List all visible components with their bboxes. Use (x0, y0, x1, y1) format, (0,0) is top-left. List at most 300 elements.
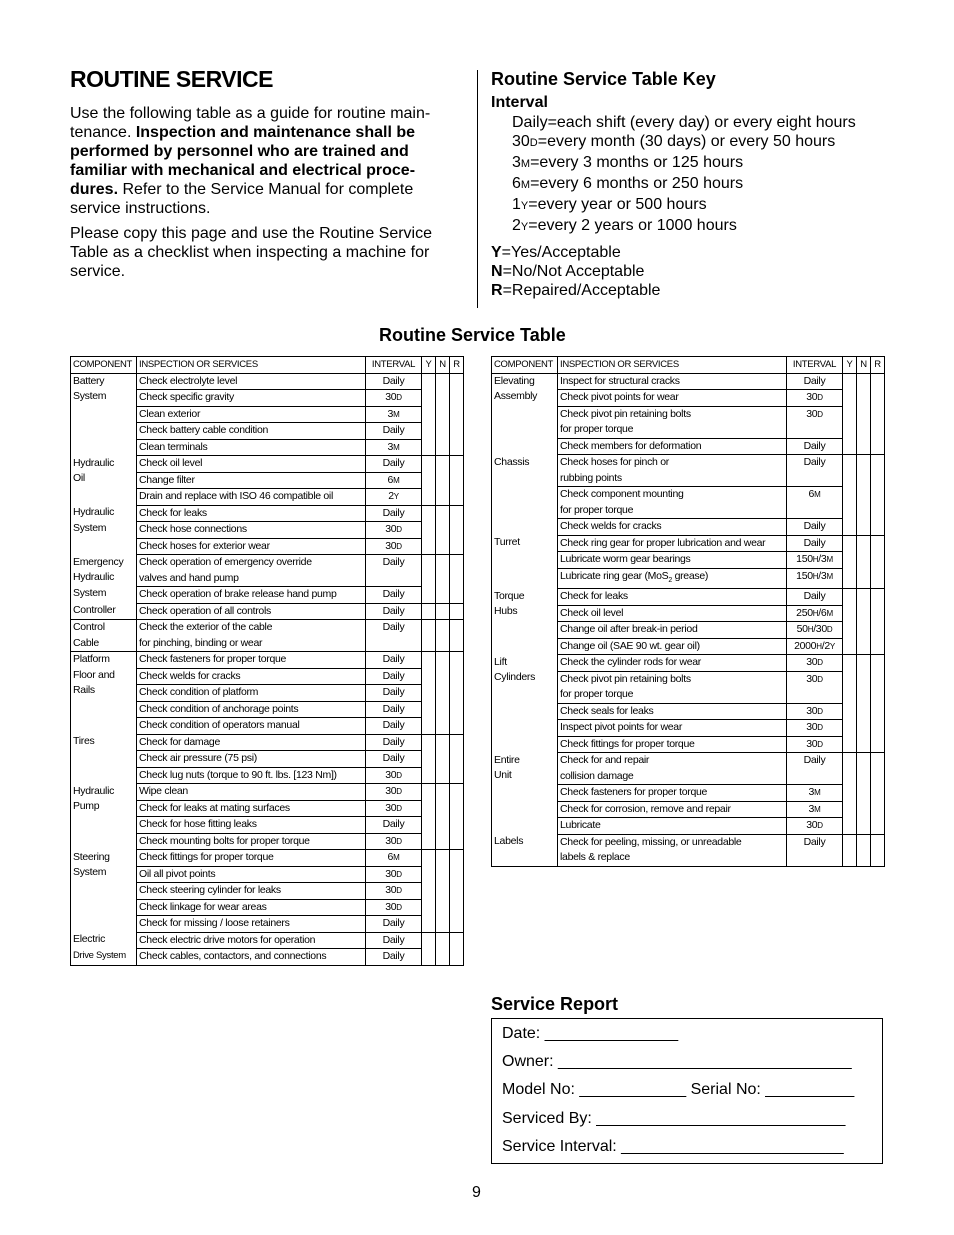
inspection-cell: Check seals for leaks (558, 703, 787, 720)
check-cell-y[interactable] (422, 916, 436, 933)
service-interval-field[interactable]: Service Interval: _________________________ (502, 1138, 844, 1155)
inspection-cell: Check electrolyte level (137, 373, 366, 390)
check-cell-y[interactable] (843, 736, 857, 753)
check-cell-y[interactable] (422, 734, 436, 751)
check-cell-y[interactable] (843, 655, 857, 672)
check-cell-n[interactable] (436, 505, 450, 522)
check-cell-r[interactable] (450, 505, 464, 522)
check-cell-y[interactable] (843, 455, 857, 487)
check-cell-y[interactable] (843, 785, 857, 802)
check-cell-r[interactable] (871, 801, 885, 818)
interval-cell: Daily (366, 587, 422, 604)
interval-cell: 30D (787, 703, 843, 720)
check-cell-y[interactable] (843, 818, 857, 835)
check-cell-n[interactable] (436, 555, 450, 587)
component-cell: Elevating Assembly (494, 374, 538, 402)
check-cell-y[interactable] (422, 701, 436, 718)
interval-cell: Daily (787, 535, 843, 552)
check-cell-n[interactable] (857, 568, 871, 589)
inspection-cell: Check operation of emergency override valves and hand pump (137, 555, 366, 587)
check-cell-r[interactable] (871, 703, 885, 720)
check-cell-y[interactable] (422, 685, 436, 702)
table-row (71, 734, 464, 751)
check-cell-n[interactable] (436, 751, 450, 768)
check-cell-n[interactable] (436, 472, 450, 489)
check-cell-n[interactable] (436, 439, 450, 456)
check-cell-y[interactable] (422, 883, 436, 900)
component-cell: Battery System (73, 374, 107, 402)
check-cell-r[interactable] (450, 373, 464, 390)
serviced-by-field[interactable]: Serviced By: ____________________________ (502, 1110, 846, 1127)
inspection-cell: Check for and repair collision damage (558, 753, 787, 785)
check-cell-r[interactable] (450, 439, 464, 456)
check-cell-y[interactable] (843, 373, 857, 390)
inspection-cell: Check for damage (137, 734, 366, 751)
header-y: Y (422, 357, 436, 374)
component-cell: Electric Drive System (73, 933, 126, 961)
check-cell-r[interactable] (871, 753, 885, 785)
check-cell-n[interactable] (857, 703, 871, 720)
check-cell-y[interactable] (422, 620, 436, 652)
interval-cell: 30D (366, 800, 422, 817)
check-cell-r[interactable] (450, 538, 464, 555)
inspection-cell: Check hoses for pinch or rubbing points (558, 455, 787, 487)
inspection-cell: Check operation of all controls (137, 603, 366, 620)
check-cell-r[interactable] (871, 455, 885, 487)
check-cell-n[interactable] (436, 883, 450, 900)
check-cell-r[interactable] (450, 718, 464, 735)
check-cell-y[interactable] (843, 519, 857, 536)
check-cell-n[interactable] (857, 455, 871, 487)
check-cell-y[interactable] (843, 589, 857, 606)
check-cell-r[interactable] (450, 866, 464, 883)
interval-cell: 150H/3M (787, 552, 843, 569)
check-cell-y[interactable] (422, 587, 436, 604)
check-cell-n[interactable] (857, 373, 871, 390)
check-cell-r[interactable] (450, 603, 464, 620)
check-cell-n[interactable] (436, 456, 450, 473)
interval-cell: 30D (787, 818, 843, 835)
page-title: ROUTINE SERVICE (70, 66, 273, 92)
check-cell-r[interactable] (871, 390, 885, 407)
interval-cell: 30D (787, 655, 843, 672)
check-cell-n[interactable] (436, 685, 450, 702)
interval-cell: Daily (787, 373, 843, 390)
interval-cell: Daily (366, 685, 422, 702)
inspection-cell: Check for corrosion, remove and repair (558, 801, 787, 818)
inspection-cell: Check pivot pin retaining bolts for proper torque (558, 671, 787, 703)
interval-definition: Daily=each shift (every day) or every eight hours (512, 114, 856, 131)
check-cell-n[interactable] (436, 390, 450, 407)
inspection-cell: Check specific gravity (137, 390, 366, 407)
check-cell-n[interactable] (857, 605, 871, 622)
check-cell-n[interactable] (436, 850, 450, 867)
interval-cell: 30D (366, 784, 422, 801)
check-cell-n[interactable] (857, 638, 871, 655)
check-cell-y[interactable] (843, 834, 857, 866)
component-cell: Tires (73, 735, 95, 747)
check-cell-y[interactable] (422, 850, 436, 867)
check-cell-n[interactable] (857, 818, 871, 835)
table-row (492, 535, 885, 552)
table-row (71, 620, 464, 652)
interval-cell: 6M (366, 472, 422, 489)
check-cell-y[interactable] (843, 605, 857, 622)
check-cell-r[interactable] (450, 390, 464, 407)
check-cell-n[interactable] (857, 736, 871, 753)
interval-cell: 30D (787, 406, 843, 438)
check-cell-r[interactable] (871, 638, 885, 655)
check-cell-n[interactable] (436, 899, 450, 916)
interval-cell: 30D (787, 736, 843, 753)
check-cell-y[interactable] (422, 866, 436, 883)
inspection-cell: Check hose connections (137, 522, 366, 539)
check-cell-y[interactable] (843, 703, 857, 720)
owner-field[interactable]: Owner: _________________________________ (502, 1053, 852, 1070)
check-cell-y[interactable] (422, 652, 436, 669)
interval-cell: 2Y (366, 489, 422, 506)
check-cell-r[interactable] (871, 373, 885, 390)
interval-cell: Daily (787, 589, 843, 606)
check-cell-n[interactable] (436, 784, 450, 801)
check-cell-y[interactable] (422, 833, 436, 850)
check-cell-y[interactable] (843, 535, 857, 552)
check-cell-n[interactable] (857, 552, 871, 569)
check-cell-r[interactable] (450, 489, 464, 506)
check-cell-n[interactable] (857, 655, 871, 672)
check-cell-r[interactable] (450, 932, 464, 949)
check-cell-n[interactable] (436, 800, 450, 817)
inspection-cell: Oil all pivot points (137, 866, 366, 883)
check-cell-y[interactable] (843, 552, 857, 569)
check-cell-n[interactable] (436, 668, 450, 685)
table-row (71, 505, 464, 522)
table-row (71, 456, 464, 473)
inspection-cell: Clean terminals (137, 439, 366, 456)
interval-cell: 30D (366, 522, 422, 539)
inspection-cell: Check for peeling, missing, or unreadable labels & replace (558, 834, 787, 866)
interval-label: Interval (491, 94, 548, 111)
check-cell-n[interactable] (857, 622, 871, 639)
check-cell-r[interactable] (871, 736, 885, 753)
check-cell-n[interactable] (857, 487, 871, 519)
inspection-cell: Check the cylinder rods for wear (558, 655, 787, 672)
check-cell-r[interactable] (871, 568, 885, 589)
check-cell-y[interactable] (843, 487, 857, 519)
check-cell-r[interactable] (450, 916, 464, 933)
check-cell-r[interactable] (450, 883, 464, 900)
check-cell-r[interactable] (871, 406, 885, 438)
inspection-cell: Check hoses for exterior wear (137, 538, 366, 555)
header-r: R (450, 357, 464, 374)
table-row (492, 589, 885, 606)
check-cell-n[interactable] (436, 718, 450, 735)
check-cell-n[interactable] (436, 587, 450, 604)
check-cell-n[interactable] (857, 753, 871, 785)
interval-cell: 3M (366, 406, 422, 423)
check-cell-n[interactable] (436, 833, 450, 850)
result-definition: R=Repaired/Acceptable (491, 282, 661, 299)
check-cell-r[interactable] (871, 622, 885, 639)
check-cell-r[interactable] (450, 472, 464, 489)
table-row (71, 603, 464, 620)
interval-cell: 250H/6M (787, 605, 843, 622)
header-n: N (857, 357, 871, 374)
check-cell-y[interactable] (422, 668, 436, 685)
check-cell-r[interactable] (871, 487, 885, 519)
check-cell-y[interactable] (843, 801, 857, 818)
check-cell-r[interactable] (450, 620, 464, 652)
inspection-cell: Lubricate ring gear (MoS$_2$ grease) (558, 568, 787, 589)
check-cell-n[interactable] (436, 522, 450, 539)
inspection-cell: Check for hose fitting leaks (137, 817, 366, 834)
interval-cell: 6M (787, 487, 843, 519)
check-cell-r[interactable] (871, 655, 885, 672)
check-cell-r[interactable] (450, 587, 464, 604)
check-cell-r[interactable] (450, 701, 464, 718)
check-cell-r[interactable] (450, 734, 464, 751)
check-cell-r[interactable] (871, 519, 885, 536)
check-cell-r[interactable] (450, 555, 464, 587)
check-cell-n[interactable] (436, 423, 450, 440)
inspection-cell: Check for leaks (558, 589, 787, 606)
check-cell-n[interactable] (436, 916, 450, 933)
check-cell-y[interactable] (422, 603, 436, 620)
check-cell-y[interactable] (422, 899, 436, 916)
component-cell: Steering System (73, 850, 110, 878)
check-cell-y[interactable] (422, 456, 436, 473)
check-cell-y[interactable] (843, 406, 857, 438)
check-cell-n[interactable] (857, 589, 871, 606)
check-cell-y[interactable] (422, 932, 436, 949)
check-cell-r[interactable] (871, 818, 885, 835)
inspection-cell: Check mounting bolts for proper torque (137, 833, 366, 850)
interval-list (491, 113, 891, 237)
check-cell-r[interactable] (871, 785, 885, 802)
inspection-cell: Check condition of operators manual (137, 718, 366, 735)
interval-cell: Daily (366, 949, 422, 966)
check-cell-y[interactable] (843, 671, 857, 703)
check-cell-r[interactable] (871, 605, 885, 622)
check-cell-y[interactable] (843, 753, 857, 785)
inspection-cell: Inspect pivot points for wear (558, 720, 787, 737)
check-cell-n[interactable] (436, 701, 450, 718)
result-definition: Y=Yes/Acceptable (491, 244, 621, 261)
check-cell-n[interactable] (436, 620, 450, 652)
intro-text (70, 104, 460, 287)
inspection-cell: Inspect for structural cracks (558, 373, 787, 390)
interval-cell: Daily (366, 652, 422, 669)
check-cell-y[interactable] (843, 438, 857, 455)
check-cell-n[interactable] (857, 438, 871, 455)
check-cell-r[interactable] (871, 535, 885, 552)
check-cell-n[interactable] (857, 785, 871, 802)
check-cell-r[interactable] (450, 406, 464, 423)
inspection-cell: Check air pressure (75 psi) (137, 751, 366, 768)
check-cell-r[interactable] (450, 833, 464, 850)
component-cell: Hydraulic System (73, 506, 115, 534)
check-cell-y[interactable] (422, 817, 436, 834)
check-cell-n[interactable] (436, 949, 450, 966)
check-cell-n[interactable] (857, 671, 871, 703)
check-cell-y[interactable] (422, 406, 436, 423)
check-cell-y[interactable] (422, 784, 436, 801)
interval-cell: Daily (366, 423, 422, 440)
interval-cell: 30D (366, 883, 422, 900)
table-row (492, 655, 885, 672)
table-row (71, 784, 464, 801)
check-cell-r[interactable] (450, 767, 464, 784)
interval-cell: Daily (366, 916, 422, 933)
check-cell-r[interactable] (871, 552, 885, 569)
interval-cell: Daily (787, 455, 843, 487)
check-cell-r[interactable] (871, 834, 885, 866)
check-cell-n[interactable] (436, 538, 450, 555)
interval-cell: 30D (787, 390, 843, 407)
interval-definition: 1Y=every year or 500 hours (512, 196, 707, 213)
inspection-cell: Check oil level (137, 456, 366, 473)
model-serial-field[interactable]: Model No: ____________ Serial No: __________ (502, 1081, 855, 1098)
check-cell-y[interactable] (422, 505, 436, 522)
check-cell-r[interactable] (450, 800, 464, 817)
table-row (71, 652, 464, 669)
check-cell-y[interactable] (422, 718, 436, 735)
check-cell-y[interactable] (422, 522, 436, 539)
check-cell-y[interactable] (843, 622, 857, 639)
check-cell-n[interactable] (857, 406, 871, 438)
interval-cell: Daily (787, 834, 843, 866)
check-cell-r[interactable] (871, 720, 885, 737)
inspection-cell: Check ring gear for proper lubrication and wear (558, 535, 787, 552)
check-cell-r[interactable] (450, 850, 464, 867)
check-cell-n[interactable] (436, 932, 450, 949)
interval-cell: 6M (366, 850, 422, 867)
check-cell-y[interactable] (843, 638, 857, 655)
check-cell-r[interactable] (450, 522, 464, 539)
check-cell-y[interactable] (422, 390, 436, 407)
check-cell-r[interactable] (871, 438, 885, 455)
interval-cell: 30D (366, 866, 422, 883)
inspection-cell: Change oil (SAE 90 wt. gear oil) (558, 638, 787, 655)
service-table-right (491, 356, 885, 867)
check-cell-y[interactable] (843, 720, 857, 737)
check-cell-y[interactable] (422, 472, 436, 489)
check-cell-n[interactable] (857, 801, 871, 818)
interval-cell: 3M (366, 439, 422, 456)
table-row (71, 932, 464, 949)
check-cell-y[interactable] (422, 555, 436, 587)
check-cell-y[interactable] (422, 439, 436, 456)
intro-paragraph-1: Use the following table as a guide for routine main-tenance. Inspection and maintenance shall be performed by personnel who are trained and familiar with mechanical and electrical proce-dures. Refer to the Service Manual for complete service instructions. (70, 105, 431, 217)
check-cell-y[interactable] (422, 489, 436, 506)
check-cell-y[interactable] (422, 949, 436, 966)
column-divider (477, 70, 478, 308)
header-interval: INTERVAL (366, 357, 422, 374)
inspection-cell: Check electric drive motors for operation (137, 932, 366, 949)
check-cell-n[interactable] (436, 489, 450, 506)
result-definition: N=No/Not Acceptable (491, 263, 645, 280)
service-table-left (70, 356, 464, 966)
interval-definition: 2Y=every 2 years or 1000 hours (512, 217, 737, 234)
service-report-box (491, 1018, 883, 1164)
component-cell: Emergency Hydraulic System (73, 555, 124, 599)
check-cell-n[interactable] (857, 535, 871, 552)
inspection-cell: Check fasteners for proper torque (558, 785, 787, 802)
check-cell-y[interactable] (422, 751, 436, 768)
check-cell-y[interactable] (422, 767, 436, 784)
header-component: COMPONENT (492, 357, 558, 374)
check-cell-n[interactable] (857, 834, 871, 866)
check-cell-r[interactable] (871, 671, 885, 703)
interval-cell: 30D (366, 899, 422, 916)
check-cell-n[interactable] (436, 652, 450, 669)
check-cell-r[interactable] (450, 423, 464, 440)
check-cell-y[interactable] (843, 390, 857, 407)
check-cell-n[interactable] (436, 866, 450, 883)
check-cell-y[interactable] (422, 373, 436, 390)
interval-cell: Daily (366, 505, 422, 522)
check-cell-r[interactable] (450, 899, 464, 916)
table-row (71, 850, 464, 867)
check-cell-r[interactable] (871, 589, 885, 606)
interval-cell: 3M (787, 785, 843, 802)
check-cell-n[interactable] (436, 734, 450, 751)
check-cell-n[interactable] (436, 373, 450, 390)
check-cell-r[interactable] (450, 456, 464, 473)
check-cell-r[interactable] (450, 751, 464, 768)
check-cell-n[interactable] (857, 519, 871, 536)
interval-cell: 30D (787, 671, 843, 703)
component-cell: Entire Unit (494, 753, 520, 782)
check-cell-n[interactable] (436, 406, 450, 423)
component-cell: Chassis (494, 455, 530, 468)
check-cell-n[interactable] (436, 603, 450, 620)
inspection-cell: Check the exterior of the cable for pinching, binding or wear (137, 620, 366, 652)
interval-cell: 30D (366, 767, 422, 784)
header-inspection: INSPECTION OR SERVICES (558, 357, 787, 374)
check-cell-r[interactable] (450, 949, 464, 966)
check-cell-r[interactable] (450, 817, 464, 834)
interval-cell: Daily (366, 932, 422, 949)
check-cell-n[interactable] (436, 767, 450, 784)
check-cell-y[interactable] (843, 568, 857, 589)
interval-cell: Daily (366, 734, 422, 751)
interval-cell: Daily (787, 519, 843, 536)
check-cell-y[interactable] (422, 423, 436, 440)
check-cell-y[interactable] (422, 800, 436, 817)
check-cell-n[interactable] (857, 390, 871, 407)
check-cell-r[interactable] (450, 652, 464, 669)
date-field[interactable]: Date: _______________ (502, 1025, 679, 1042)
inspection-cell: Change oil after break-in period (558, 622, 787, 639)
table-row (492, 373, 885, 390)
inspection-cell: Check fittings for proper torque (558, 736, 787, 753)
check-cell-n[interactable] (857, 720, 871, 737)
component-cell: Turret (494, 536, 520, 548)
interval-cell: 50H/30D (787, 622, 843, 639)
table-key (491, 70, 891, 300)
check-cell-r[interactable] (450, 668, 464, 685)
check-cell-n[interactable] (436, 817, 450, 834)
check-cell-r[interactable] (450, 685, 464, 702)
interval-cell: Daily (366, 456, 422, 473)
check-cell-y[interactable] (422, 538, 436, 555)
inspection-cell: Check fittings for proper torque (137, 850, 366, 867)
check-cell-r[interactable] (450, 784, 464, 801)
component-cell: Platform Floor and Rails (73, 653, 115, 696)
inspection-cell: Check pivot pin retaining bolts for proper torque (558, 406, 787, 438)
component-cell: Control Cable (71, 620, 137, 652)
